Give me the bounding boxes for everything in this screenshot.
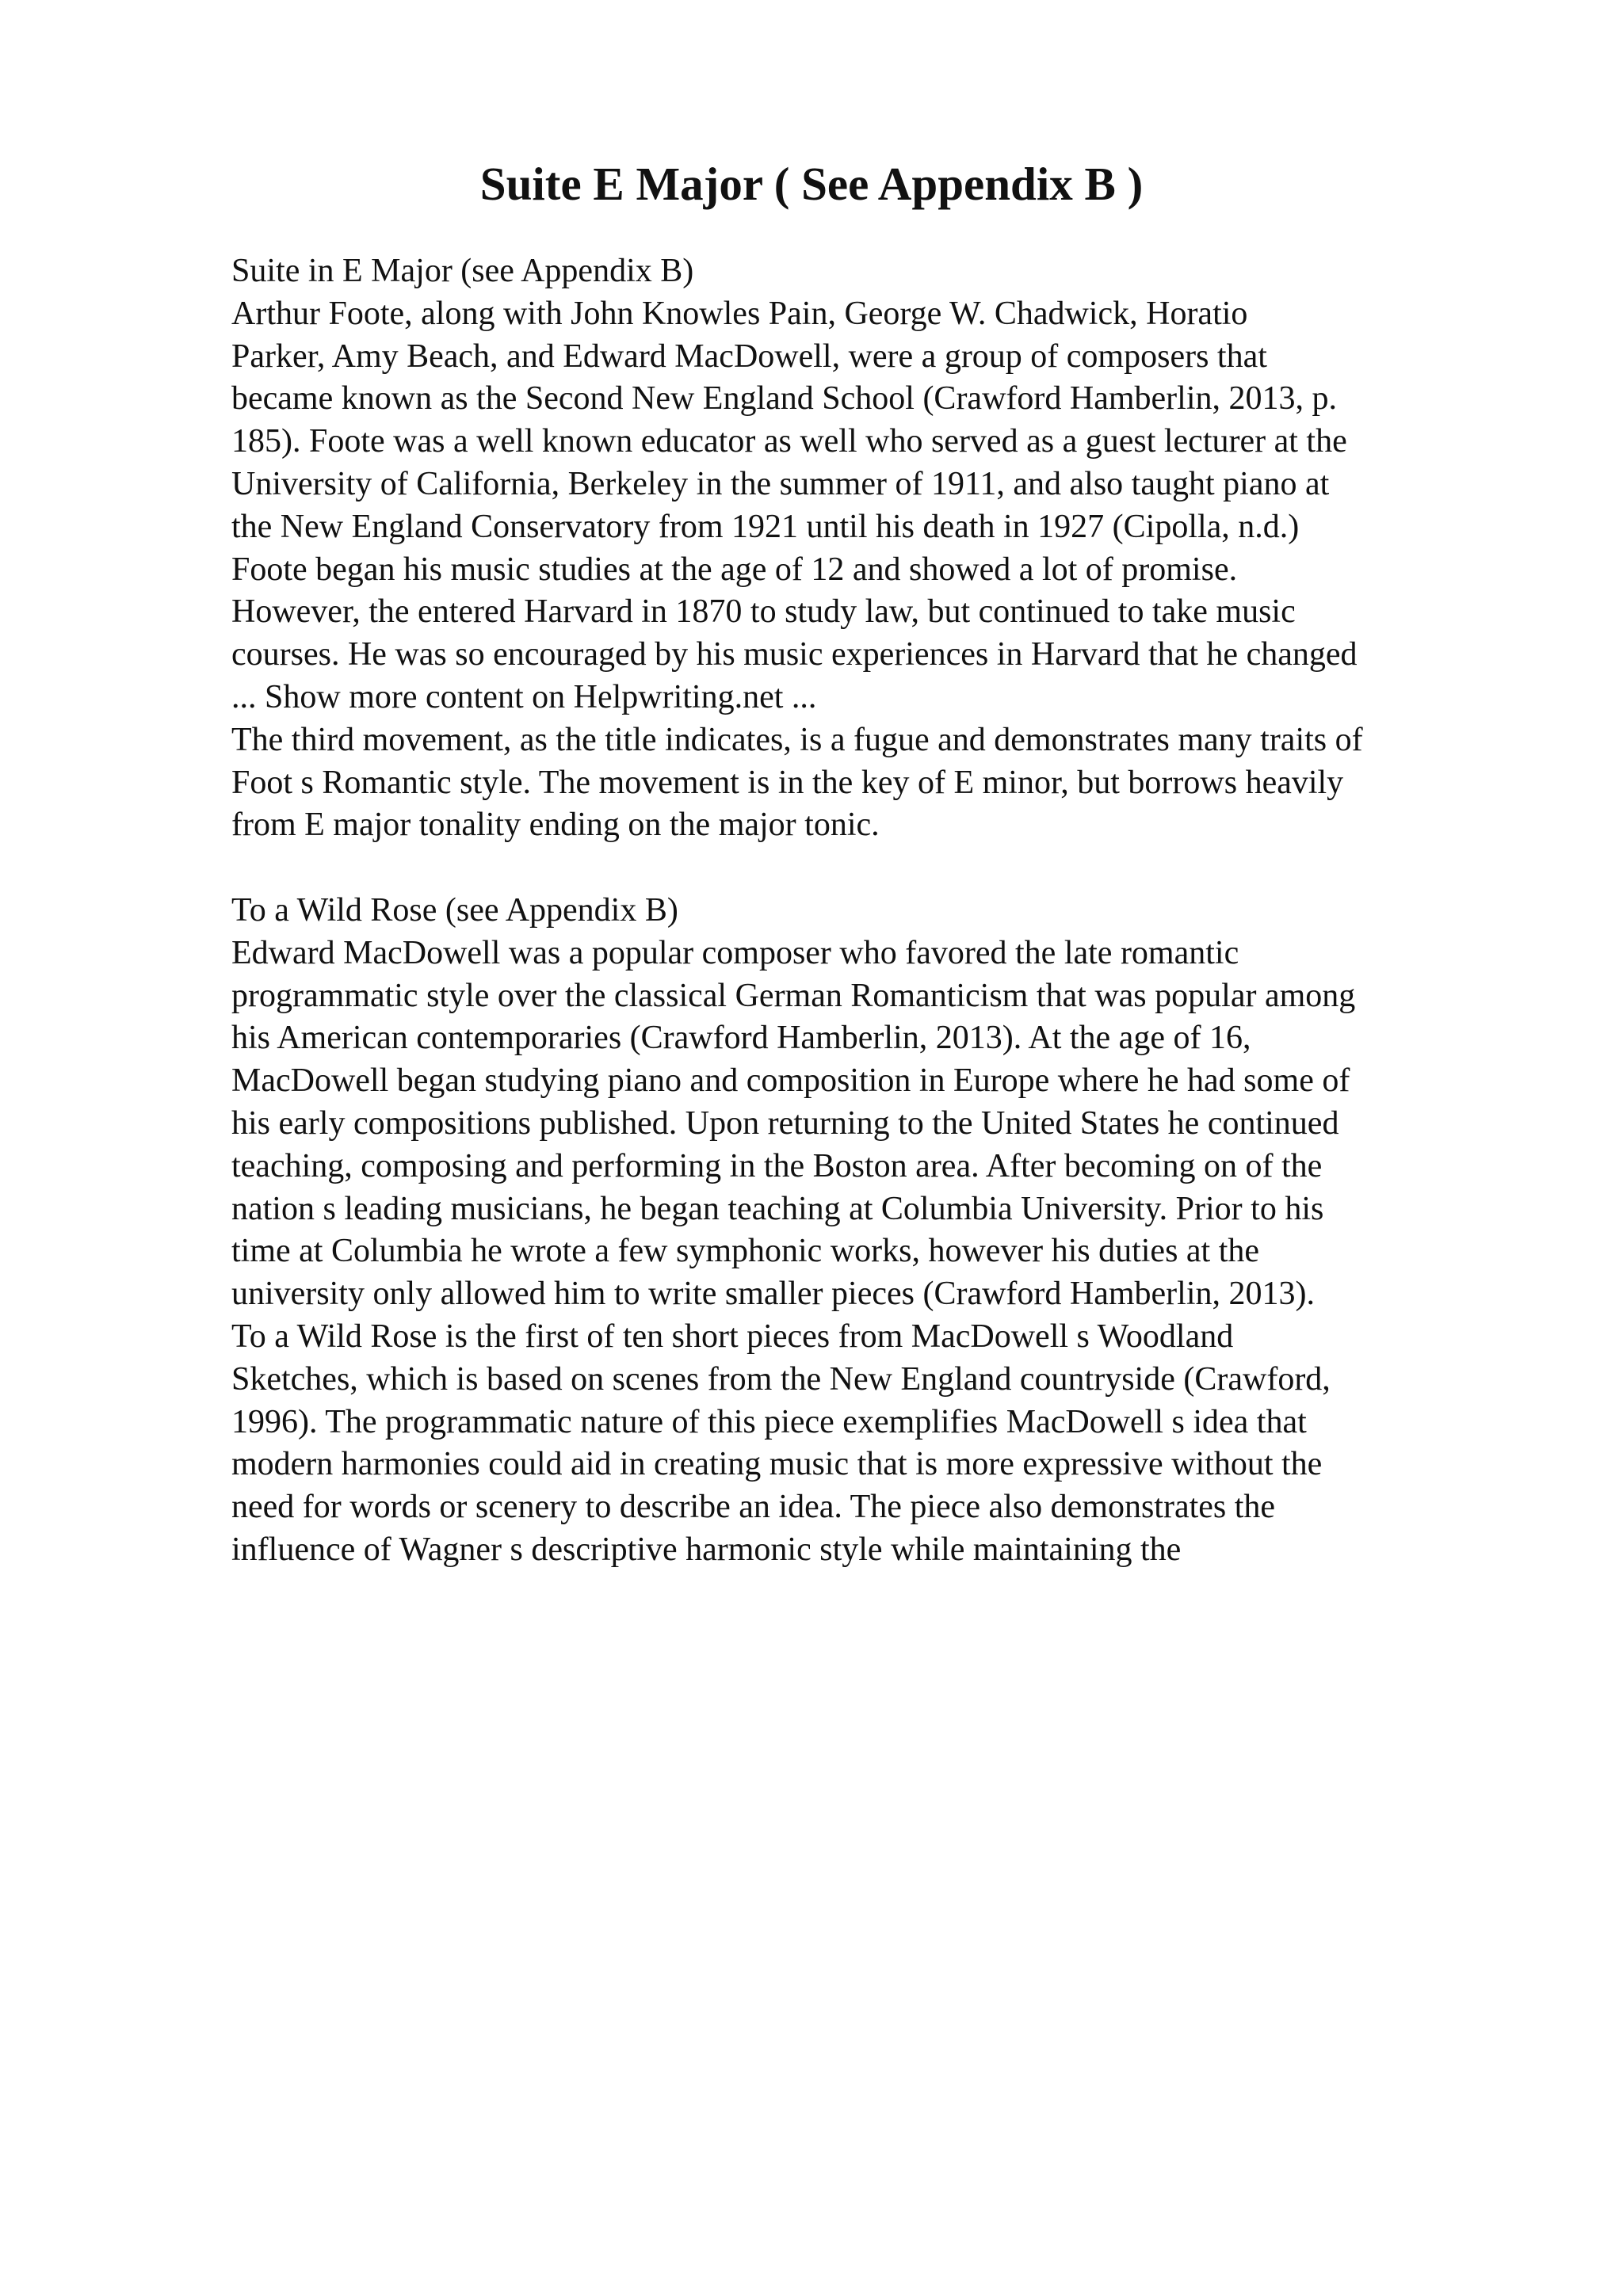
paragraph-line: To a Wild Rose is the first of ten short pieces from MacDowell s Woodland: [231, 1318, 1234, 1355]
paragraph-spacer: [231, 847, 1594, 890]
paragraph-line: teaching, composing and performing in the Boston area. After becoming on of the: [231, 1147, 1323, 1184]
paragraph-line: University of California, Berkeley in the summer of 1911, and also taught piano at: [231, 465, 1330, 502]
section-suite-in-e-major: [231, 250, 1594, 847]
paragraph-line: However, the entered Harvard in 1870 to study law, but continued to take music: [231, 593, 1296, 631]
paragraph-line: his American contemporaries (Crawford Hamberlin, 2013). At the age of 16,: [231, 1020, 1251, 1057]
section-to-a-wild-rose: [231, 890, 1594, 1572]
paragraph-line: MacDowell began studying piano and composition in Europe where he had some of: [231, 1062, 1350, 1100]
paragraph-line: time at Columbia he wrote a few symphonic works, however his duties at the: [231, 1233, 1260, 1270]
paragraph-line: nation s leading musicians, he began teaching at Columbia University. Prior to his: [231, 1190, 1324, 1227]
paragraph-line: influence of Wagner s descriptive harmonic style while maintaining the: [231, 1531, 1182, 1568]
paragraph-line: modern harmonies could aid in creating music that is more expressive without the: [231, 1446, 1323, 1483]
paragraph-line: Foote began his music studies at the age of 12 and showed a lot of promise.: [231, 551, 1238, 588]
paragraph-line: Sketches, which is based on scenes from the New England countryside (Crawford,: [231, 1360, 1331, 1398]
document-title: Suite E Major ( See Appendix B ): [479, 158, 1144, 210]
paragraph-line: 1996). The programmatic nature of this piece exemplifies MacDowell s idea that: [231, 1403, 1307, 1440]
paragraph-line: Edward MacDowell was a popular composer who favored the late romantic: [231, 934, 1239, 971]
paragraph-line: 185). Foote was a well known educator as well who served as a guest lecturer at the: [231, 423, 1347, 460]
paragraph-line: programmatic style over the classical German Romanticism that was popular among: [231, 977, 1356, 1014]
paragraph-line: need for words or scenery to describe an idea. The piece also demonstrates the: [231, 1489, 1276, 1526]
paragraph-line: his early compositions published. Upon returning to the United States he continued: [231, 1104, 1339, 1142]
paragraph-line: from E major tonality ending on the major tonic.: [231, 807, 880, 844]
paragraph-line: the New England Conservatory from 1921 until his death in 1927 (Cipolla, n.d.): [231, 508, 1300, 545]
section-heading: Suite in E Major (see Appendix B): [231, 253, 694, 289]
document-body: [231, 250, 1594, 1572]
paragraph-line: Foot s Romantic style. The movement is in the key of E minor, but borrows heavily: [231, 764, 1344, 801]
show-more-content-line: ... Show more content on Helpwriting.net ...: [231, 678, 817, 715]
paragraph-line: became known as the Second New England School (Crawford Hamberlin, 2013, p.: [231, 380, 1337, 418]
section-heading: To a Wild Rose (see Appendix B): [231, 891, 678, 929]
paragraph-line: Arthur Foote, along with John Knowles Pain, George W. Chadwick, Horatio: [231, 295, 1248, 332]
paragraph-line: Parker, Amy Beach, and Edward MacDowell, were a group of composers that: [231, 338, 1267, 375]
paragraph-line: The third movement, as the title indicates, is a fugue and demonstrates many traits of: [231, 721, 1363, 758]
paragraph-line: courses. He was so encouraged by his music experiences in Harvard that he changed: [231, 636, 1358, 673]
paragraph-line: university only allowed him to write smaller pieces (Crawford Hamberlin, 2013).: [231, 1276, 1315, 1313]
